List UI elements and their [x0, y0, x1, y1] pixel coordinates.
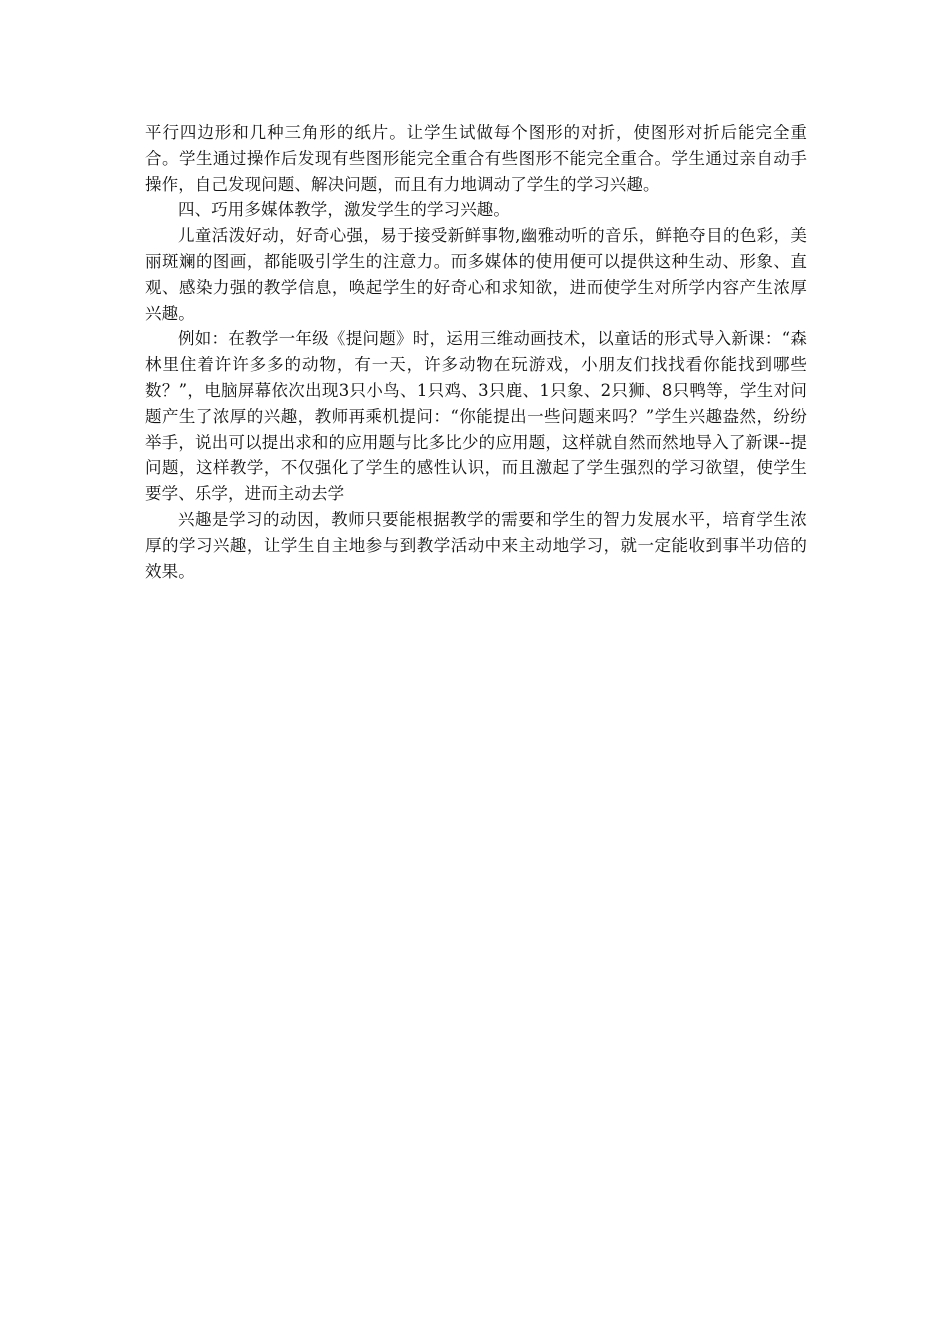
- paragraph-continued: 平行四边形和几种三角形的纸片。让学生试做每个图形的对折，使图形对折后能完全重合。学生通过操作后发现有些图形能完全重合有些图形不能完全重合。学生通过亲自动手操作，自己发现问题、解决问题，而且有力地调动了学生的学习兴趣。: [145, 123, 807, 194]
- document-body: [145, 120, 807, 584]
- paragraph-example: 例如：在教学一年级《提问题》时，运用三维动画技术，以童话的形式导入新课：“森林里住着许许多多的动物，有一天，许多动物在玩游戏，小朋友们找找看你能找到哪些数？”，电脑屏幕依次出现3只小鸟、1只鸡、3只鹿、1只象、2只狮、8只鸭等，学生对问题产生了浓厚的兴趣，教师再乘机提问：“你能提出一些问题来吗？”学生兴趣盎然，纷纷举手，说出可以提出求和的应用题与比多比少的应用题，这样就自然而然地导入了新课--提问题，这样教学，不仅强化了学生的感性认识，而且激起了学生强烈的学习欲望，使学生要学、乐学，进而主动去学: [145, 329, 808, 504]
- section-heading: 四、巧用多媒体教学，激发学生的学习兴趣。: [178, 200, 510, 220]
- paragraph-conclusion: 兴趣是学习的动因，教师只要能根据教学的需要和学生的智力发展水平，培育学生浓厚的学习兴趣，让学生自主地参与到教学活动中来主动地学习，就一定能收到事半功倍的效果。: [145, 509, 807, 581]
- paragraph-multimedia: 儿童活泼好动，好奇心强，易于接受新鲜事物,幽雅动听的音乐，鲜艳夺目的色彩，美丽斑斓的图画，都能吸引学生的注意力。而多媒体的使用便可以提供这种生动、形象、直观、感染力强的教学信息，唤起学生的好奇心和求知欲，进而使学生对所学内容产生浓厚兴趣。: [145, 226, 807, 323]
